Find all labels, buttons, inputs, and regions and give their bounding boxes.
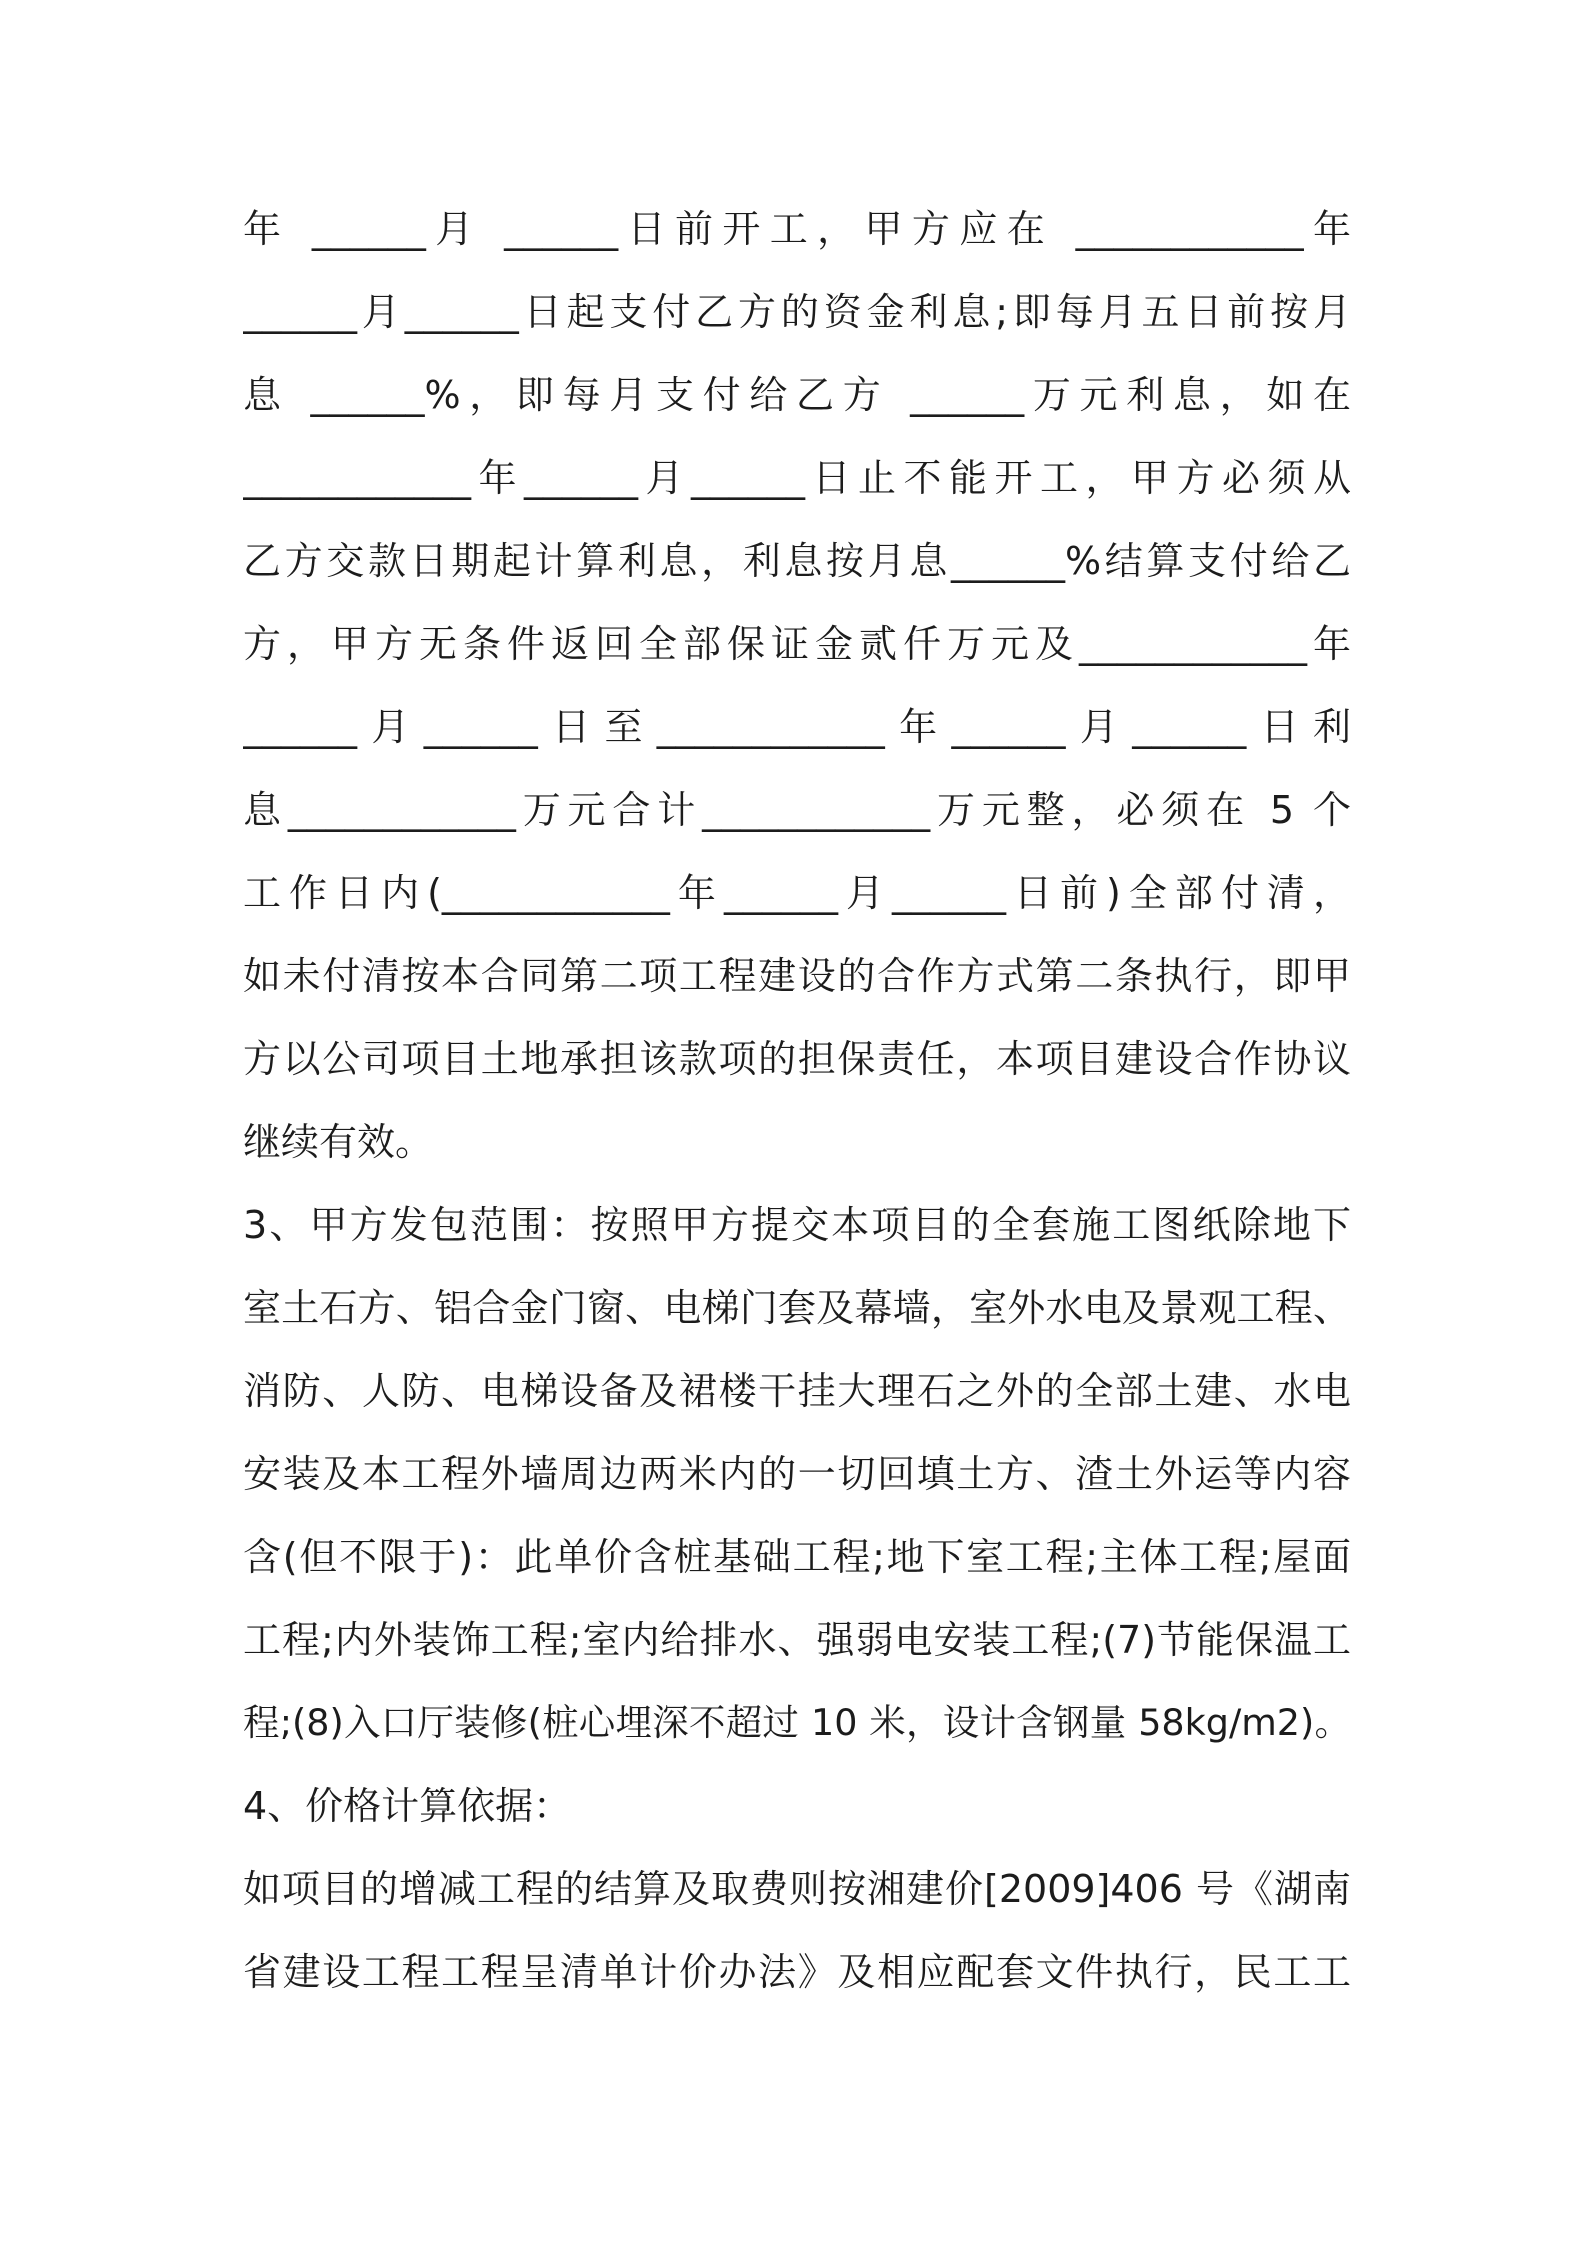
text-line: 含(但不限于)：此单价含桩基础工程;地下室工程;主体工程;屋面 <box>243 1535 1351 1579</box>
text-line: 如项目的增减工程的结算及取费则按湘建价[2009]406 号《湖南 <box>243 1867 1351 1911</box>
text-line: 工程;内外装饰工程;室内给排水、强弱电安装工程;(7)节能保温工 <box>243 1618 1351 1662</box>
text-line: 工作日内(____________年______月______日前)全部付清， <box>243 871 1351 915</box>
text-line: 乙方交款日期起计算利息，利息按月息______%结算支付给乙 <box>243 539 1351 583</box>
text-line: 继续有效。 <box>243 1120 434 1164</box>
text-line: 3、甲方发包范围：按照甲方提交本项目的全套施工图纸除地下 <box>243 1203 1351 1247</box>
text-line: 消防、人防、电梯设备及裙楼干挂大理石之外的全部土建、水电 <box>243 1369 1351 1413</box>
text-line: 息 ______%，即每月支付给乙方 ______万元利息，如在 <box>243 373 1351 417</box>
text-line: 方以公司项目土地承担该款项的担保责任，本项目建设合作协议 <box>243 1037 1351 1081</box>
text-line: 息____________万元合计____________万元整，必须在 5 个 <box>243 788 1351 832</box>
text-line: 安装及本工程外墙周边两米内的一切回填土方、渣土外运等内容 <box>243 1452 1351 1496</box>
text-line: 室土石方、铝合金门窗、电梯门套及幕墙，室外水电及景观工程、 <box>243 1286 1351 1330</box>
text-line: ______月______日至____________年______月______日利 <box>243 705 1351 749</box>
text-line: 程;(8)入口厅装修(桩心埋深不超过 10 米，设计含钢量 58kg/m2)。 <box>243 1701 1351 1744</box>
text-line: 4、价格计算依据： <box>243 1784 572 1828</box>
text-line: 方，甲方无条件返回全部保证金贰仟万元及____________年 <box>243 622 1351 666</box>
text-line: 如未付清按本合同第二项工程建设的合作方式第二条执行，即甲 <box>243 954 1351 998</box>
text-line: ____________年______月______日止不能开工，甲方必须从 <box>243 456 1351 500</box>
text-line: 年 ______月 ______日前开工，甲方应在 ____________年 <box>243 207 1351 251</box>
text-line: 省建设工程工程呈清单计价办法》及相应配套文件执行，民工工 <box>243 1950 1351 1994</box>
text-line: ______月______日起支付乙方的资金利息;即每月五日前按月 <box>243 290 1351 334</box>
document-body <box>243 198 1351 2024</box>
